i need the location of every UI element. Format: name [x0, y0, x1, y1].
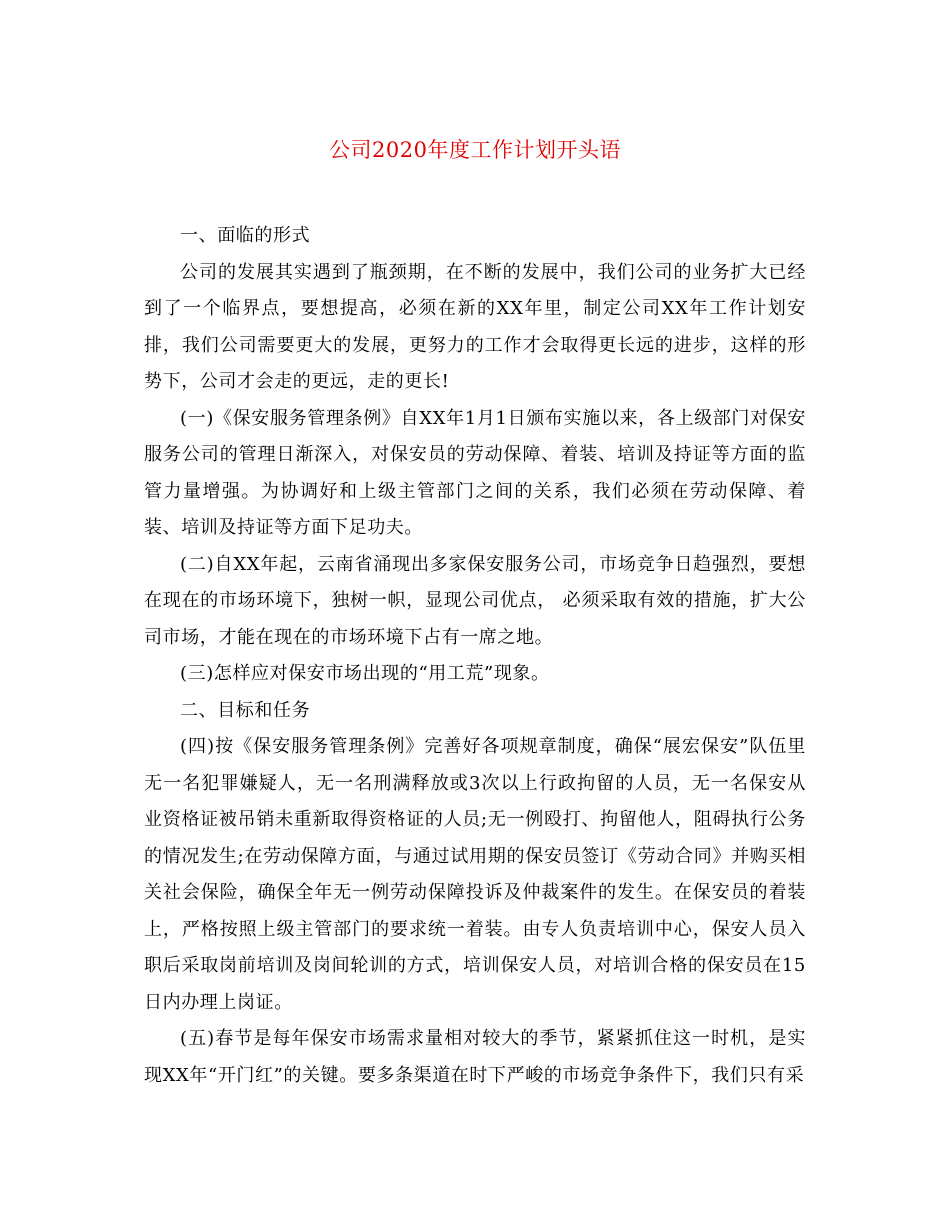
- paragraph-item-1: (一)《保安服务管理条例》自XX年1月1日颁布实施以来，各上级部门对保安服务公司的管理日渐深入，对保安员的劳动保障、着装、培训及持证等方面的监管力量增强。为协调好和上级主管部门之间的关系，我们必须在劳动保障、着装、培训及持证等方面下足功夫。: [144, 407, 806, 538]
- document-body: [144, 218, 806, 1094]
- paragraph-company-development: 公司的发展其实遇到了瓶颈期，在不断的发展中，我们公司的业务扩大已经到了一个临界点，要想提高，必须在新的XX年里，制定公司XX年工作计划安排，我们公司需要更大的发展，更努力的工作才会取得更长远的进步，这样的形势下，公司才会走的更远，走的更长!: [144, 261, 806, 392]
- document-title: 公司2020年度工作计划开头语: [329, 138, 621, 162]
- section-heading-situation: 一、面临的形式: [180, 225, 311, 246]
- paragraph-item-4: (四)按《保安服务管理条例》完善好各项规章制度，确保“展宏保安”队伍里无一名犯罪嫌疑人，无一名刑满释放或3次以上行政拘留的人员，无一名保安从业资格证被吊销未重新取得资格证的人员;无一例殴打、拘留他人，阻碍执行公务的情况发生;在劳动保障方面，与通过试用期的保安员签订《劳动合同》并购买相关社会保险，确保全年无一例劳动保障投诉及仲裁案件的发生。在保安员的着装上，严格按照上级主管部门的要求统一着装。由专人负责培训中心，保安人员入职后采取岗前培训及岗间轮训的方式，培训保安人员，对培训合格的保安员在15日内办理上岗证。: [144, 736, 806, 1013]
- section-heading-goals: 二、目标和任务: [180, 699, 311, 721]
- paragraph-item-3: (三)怎样应对保安市场出现的“用工荒”现象。: [180, 663, 550, 684]
- paragraph-item-2: (二)自XX年起，云南省涌现出多家保安服务公司，市场竞争日趋强烈，要想在现在的市场环境下，独树一帜，显现公司优点， 必须采取有效的措施，扩大公司市场，才能在现在的市场环境下占有一席之地。: [144, 553, 806, 648]
- paragraph-item-5: (五)春节是每年保安市场需求量相对较大的季节，紧紧抓住这一时机，是实现XX年“开门红”的关键。要多条渠道在时下严峻的市场竞争条件下，我们只有采: [144, 1028, 806, 1086]
